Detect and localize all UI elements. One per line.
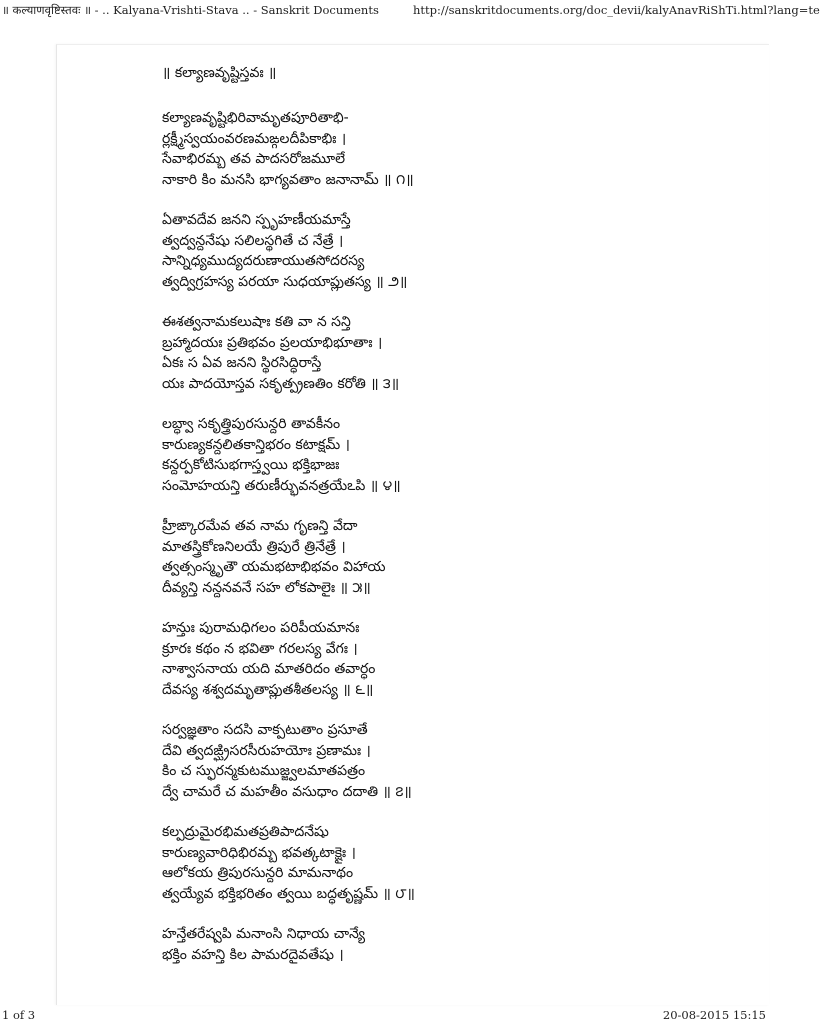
verse-line: ఏకః స ఏవ జనని స్థిరసిద్ధిరాస్తే [162, 355, 322, 371]
verse-line: హన్తేతరేష్వపి మనాంసి నిధాయ చాన్యే [162, 926, 366, 942]
page-url-header: http://sanskritdocuments.org/doc_devii/kalyAnavRiShTi.html?lang=te [413, 3, 820, 17]
verse-line: ఈశత్వనామకలుషాః కతి వా న సన్తి [162, 314, 351, 330]
print-header [0, 0, 820, 20]
stanza [162, 720, 722, 802]
verse-line: నాకారి కిం మనసి భాగ్యవతాం జనానామ్ ॥ ౧॥ [162, 171, 414, 188]
verse-line: త్వయ్యేవ భక్తిభరితం త్వయి బద్ధతృష్ణమ్ ॥ ౮॥ [162, 885, 415, 902]
verse-line: సర్వజ్ఞతాం సదసి వాక్పటుతాం ప్రసూతే [162, 722, 368, 738]
stanza [162, 618, 722, 700]
verse-line: లబ్ధ్వా సకృత్త్రిపురసున్దరి తావకీనం [162, 416, 341, 432]
verse-line: నాశ్వాసనాయ యది మాతరిదం తవార్ధం [162, 661, 376, 677]
verse-line: భక్తిం వహన్తి కిల పామరదైవతేషు । [162, 946, 344, 963]
stanza [162, 822, 722, 904]
stanza [162, 210, 722, 292]
verse-line: ద్వే చామరే చ మహతీం వసుధాం దదాతి ॥ ౭॥ [162, 783, 412, 800]
verse-line: ఏతావదేవ జనని స్పృహణీయమాస్తే [162, 212, 351, 228]
page-number: 1 of 3 [2, 1008, 36, 1022]
verse-line: కల్యాణవృష్టిభిరివామృతపూరితాభి- [162, 110, 349, 126]
verse-line: కల్పద్రుమైరభిమతప్రతిపాదనేషు [162, 824, 329, 840]
verse-line: హ్రీఙ్కారమేవ తవ నామ గృణన్తి వేదా [162, 518, 358, 534]
print-footer [0, 1005, 768, 1024]
verse-line: క్రూరః కథం న భవితా గరలస్య వేగః । [162, 640, 358, 657]
document-title: ॥ కల్యాణవృష్టిస్తవః ॥ [162, 65, 277, 81]
verse-line: సాన్నిధ్యముద్యదరుణాయుతసోదరస్య [162, 253, 365, 269]
stanza [162, 312, 722, 394]
verse-line: ర్లక్ష్మీస్వయంవరణమఙ్గలదీపికాభిః । [162, 130, 347, 147]
verse-line: హన్తుః పురామధిగలం పరిపీయమానః [162, 620, 360, 636]
verse-line: సేవాభిరమ్బ తవ పాదసరోజమూలే [162, 151, 346, 167]
verse-line: త్వద్వన్దనేషు సలిలస్థగితే చ నేత్రే । [162, 232, 344, 249]
verse-line: మాతస్త్రికోణనిలయే త్రిపురే త్రినేత్రే । [162, 538, 346, 555]
verse-line: సంమోహయన్తి తరుణీర్భువనత్రయేఽపి ॥ ౪॥ [162, 477, 401, 494]
verse-line: కారుణ్యకన్దలితకాన్తిభరం కటాక్షమ్ । [162, 436, 350, 453]
verse-line: ఆలోకయ త్రిపురసున్దరి మామనాథం [162, 865, 354, 881]
stanza [162, 414, 722, 496]
verse-line: యః పాదయోస్తవ సకృత్ప్రణతిం కరోతి ॥ ౩॥ [162, 375, 400, 392]
verse-line: కిం చ స్ఫురన్మకుటముజ్జ్వలమాతపత్రం [162, 763, 366, 779]
verse-line: దేవస్య శశ్వదమృతాప్లుతశీతలస్య ॥ ౬॥ [162, 681, 374, 698]
verse-line: దీవ్యన్తి నన్దనవనే సహ లోకపాలైః ॥ ౫॥ [162, 579, 371, 596]
stanza [162, 108, 722, 190]
verse-line: కారుణ్యవారిధిభిరమ్బ భవత్కటాక్షైః । [162, 844, 356, 861]
verse-line: దేవి త్వదఙ్ఘ్రిసరసీరుహయోః ప్రణామః । [162, 742, 371, 759]
stanza [162, 924, 722, 965]
verse-line: కన్దర్పకోటిసుభగాస్త్వయి భక్తిభాజః [162, 457, 340, 473]
poem-body [162, 62, 722, 985]
page-title-header: ॥ कल्याणवृष्टिस्तवः ॥ - .. Kalyana-Vrishti-Stava .. - Sanskrit Documents [2, 3, 379, 17]
stanza [162, 516, 722, 598]
verse-line: బ్రహ్మాదయః ప్రతిభవం ప్రలయాభిభూతాః । [162, 334, 383, 351]
verse-line: త్వద్విగ్రహస్య పరయా సుధయాప్లుతస్య ॥ ౨॥ [162, 273, 408, 290]
verse-line: త్వత్సంస్మృతౌ యమభటాభిభవం విహాయ [162, 559, 386, 575]
print-datetime: 20-08-2015 15:15 [662, 1008, 766, 1022]
